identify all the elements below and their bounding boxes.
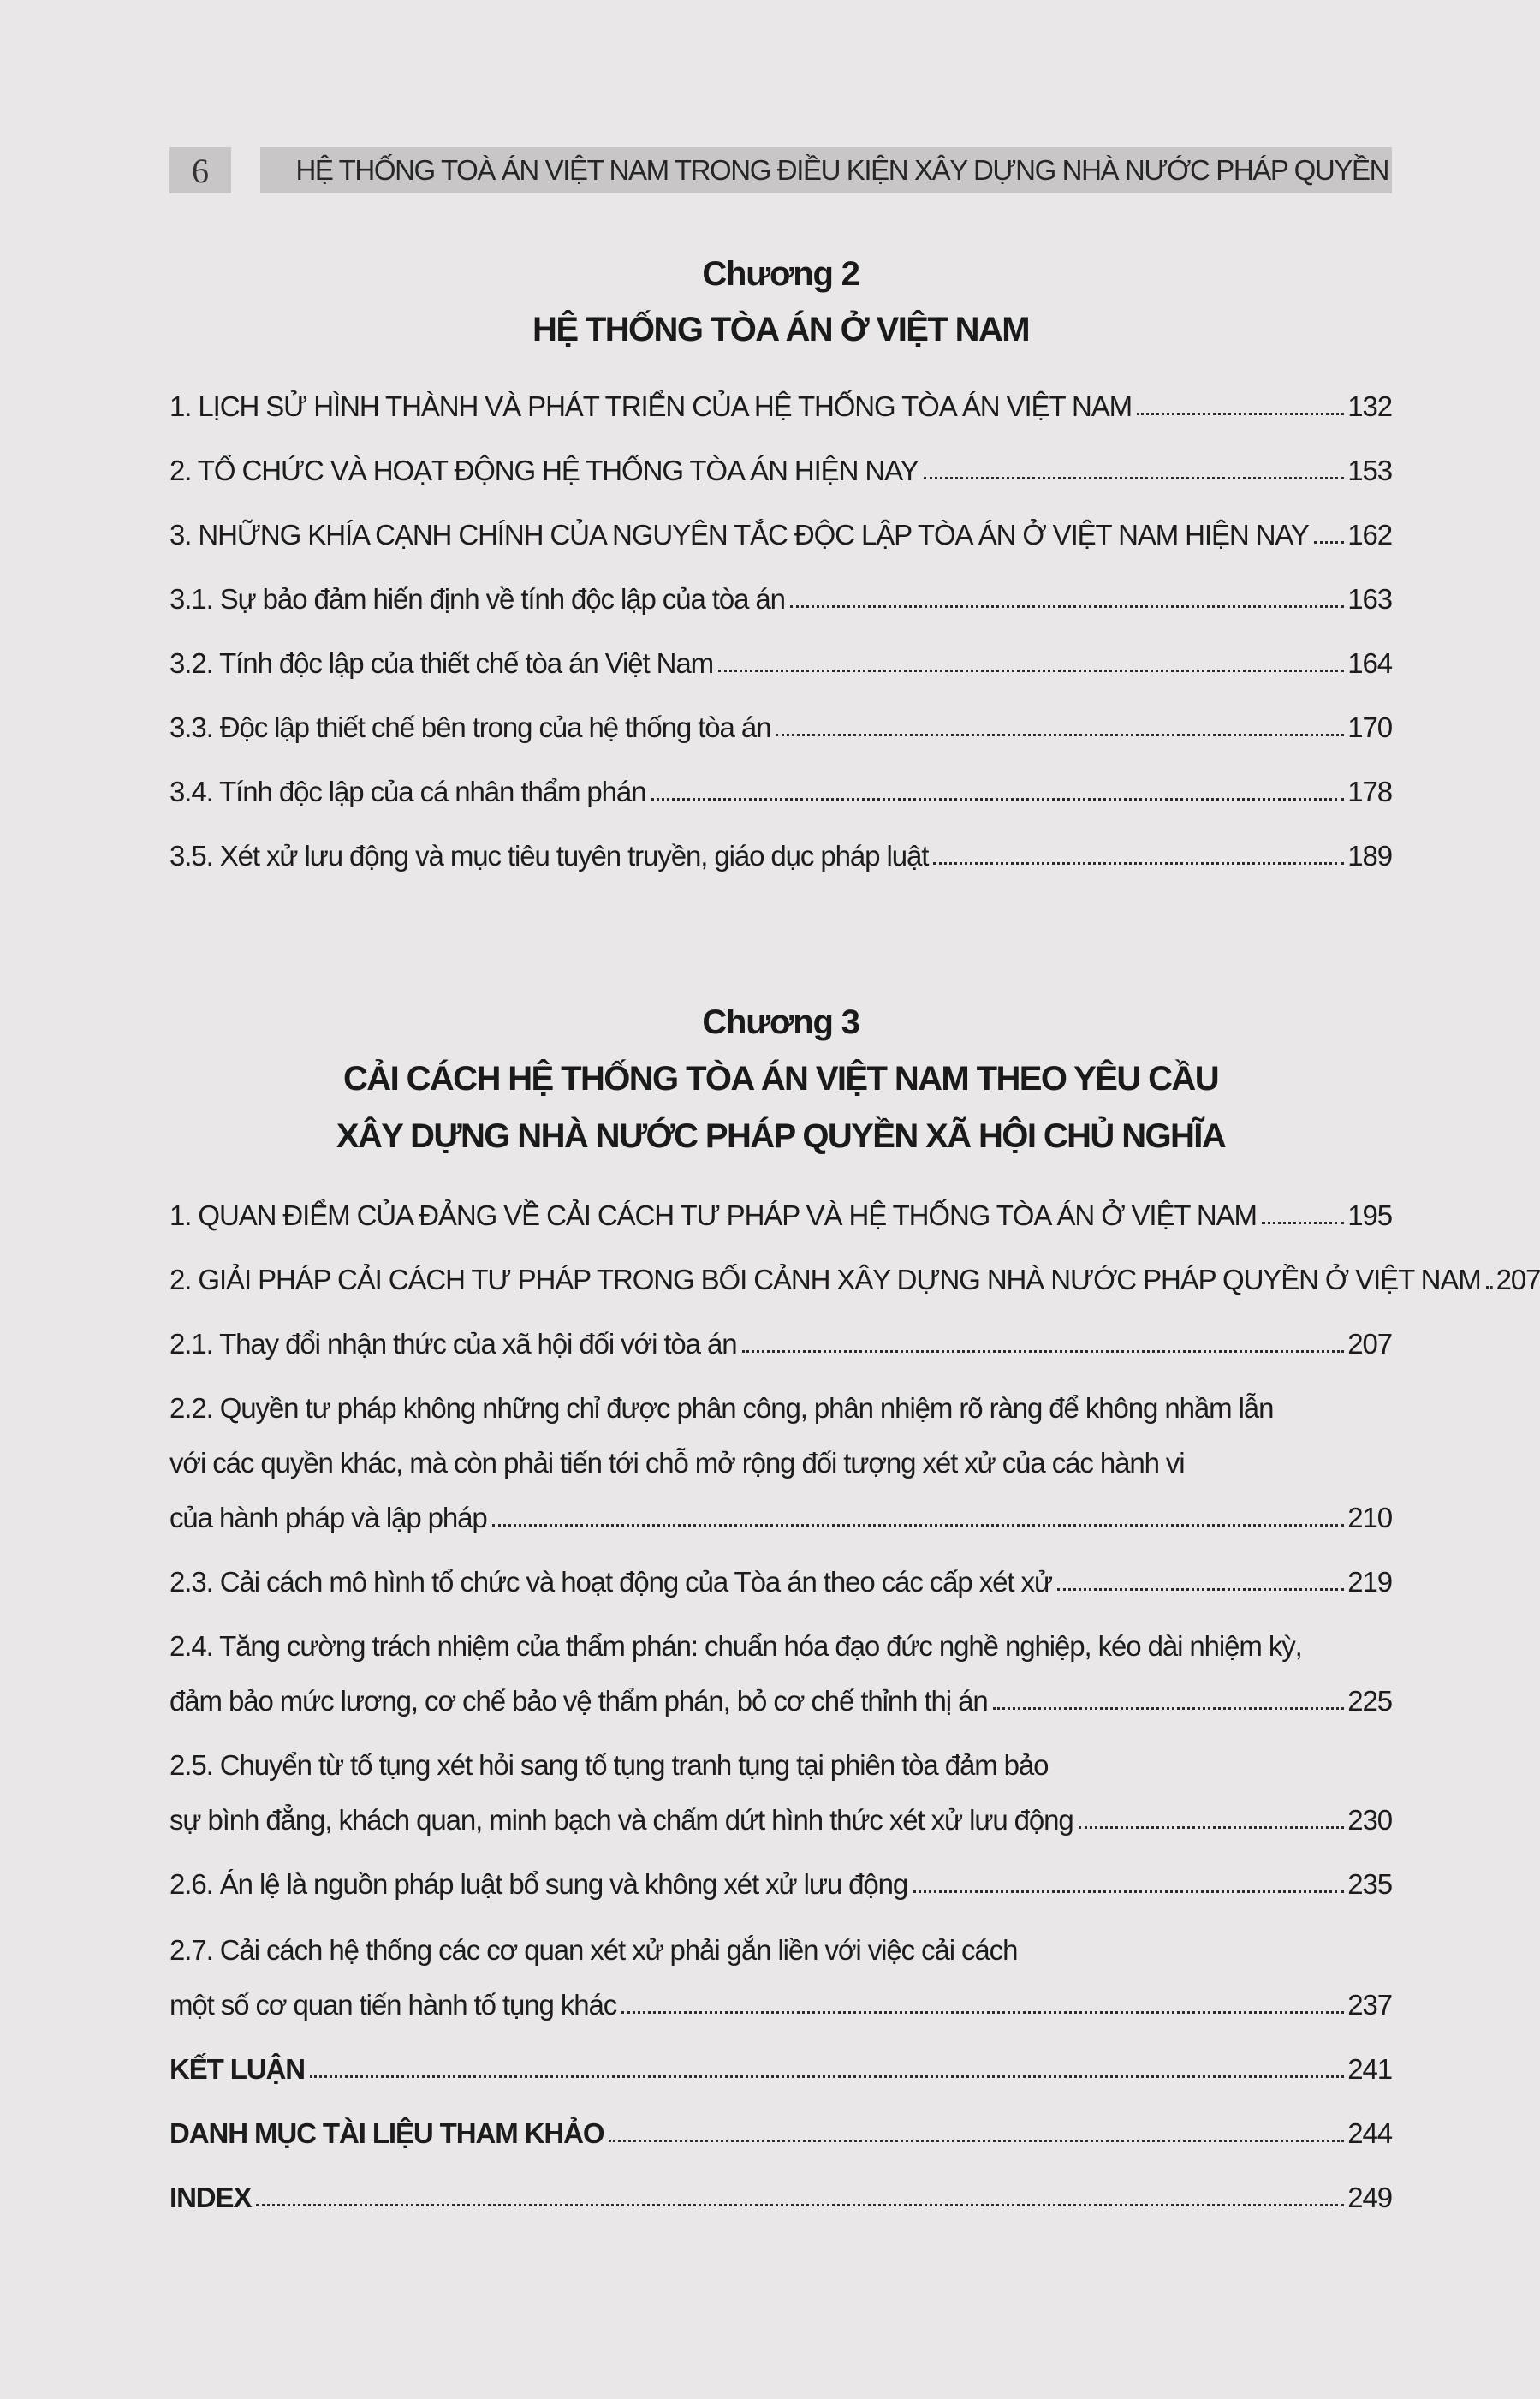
toc-page-number: 225: [1347, 1685, 1392, 1717]
page-number: 6: [169, 147, 231, 193]
toc-page-number: 153: [1347, 455, 1392, 486]
toc-entry-continued: 2.7. Cải cách hệ thống các cơ quan xét xử phải gắn liền với việc cải cách: [169, 1934, 1018, 1966]
toc-entry[interactable]: 2.3. Cải cách mô hình tổ chức và hoạt động của Tòa án theo các cấp xét xử 219: [169, 1566, 1392, 1598]
running-title: HỆ THỐNG TOÀ ÁN VIỆT NAM TRONG ĐIỀU KIỆN XÂY DỰNG NHÀ NƯỚC PHÁP QUYỀN: [260, 147, 1392, 193]
toc-entry-conclusion[interactable]: KẾT LUẬN 241: [169, 2053, 1392, 2085]
toc-entry[interactable]: 2.1. Thay đổi nhận thức của xã hội đối với tòa án 207: [169, 1328, 1392, 1360]
toc-entry[interactable]: của hành pháp và lập pháp 210: [169, 1502, 1392, 1533]
toc-page-number: 189: [1347, 840, 1392, 872]
toc-entry[interactable]: 1. LỊCH SỬ HÌNH THÀNH VÀ PHÁT TRIỂN CỦA HỆ THỐNG TÒA ÁN VIỆT NAM 132: [169, 390, 1392, 422]
toc-page-number: 162: [1347, 519, 1392, 551]
toc-page-number: 170: [1347, 711, 1392, 743]
chapter-3-title-line1: CẢI CÁCH HỆ THỐNG TÒA ÁN VIỆT NAM THEO YÊU CẦU: [343, 1060, 1218, 1098]
toc-entry-continued: 2.4. Tăng cường trách nhiệm của thẩm phán: chuẩn hóa đạo đức nghề nghiệp, kéo dài nhiệm kỳ,: [169, 1630, 1302, 1662]
toc-page-number: 244: [1347, 2117, 1392, 2149]
toc-page-number: 235: [1347, 1868, 1392, 1900]
toc-entry[interactable]: 2. TỔ CHỨC VÀ HOẠT ĐỘNG HỆ THỐNG TÒA ÁN HIỆN NAY 153: [169, 455, 1392, 486]
toc-page-number: 241: [1347, 2053, 1392, 2085]
toc-entry-continued: với các quyền khác, mà còn phải tiến tới chỗ mở rộng đối tượng xét xử của các hành vi: [169, 1447, 1185, 1479]
chapter-3-title-line2: XÂY DỰNG NHÀ NƯỚC PHÁP QUYỀN XÃ HỘI CHỦ NGHĨA: [336, 1117, 1226, 1155]
toc-page-number: 219: [1347, 1566, 1392, 1598]
toc-page-number: 178: [1347, 776, 1392, 807]
toc-entry-continued: 2.2. Quyền tư pháp không những chỉ được phân công, phân nhiệm rõ ràng để không nhầm lẫn: [169, 1392, 1274, 1424]
toc-entry[interactable]: 2.6. Án lệ là nguồn pháp luật bổ sung và không xét xử lưu động 235: [169, 1868, 1392, 1900]
toc-entry[interactable]: 3.1. Sự bảo đảm hiến định về tính độc lập của tòa án 163: [169, 583, 1392, 615]
page-header: [169, 147, 1392, 193]
toc-entry[interactable]: 3. NHỮNG KHÍA CẠNH CHÍNH CỦA NGUYÊN TẮC ĐỘC LẬP TÒA ÁN Ở VIỆT NAM HIỆN NAY 162: [169, 519, 1392, 551]
toc-entry[interactable]: đảm bảo mức lương, cơ chế bảo vệ thẩm phán, bỏ cơ chế thỉnh thị án 225: [169, 1685, 1392, 1717]
chapter-2-label: Chương 2: [702, 255, 859, 293]
toc-page-number: 207: [1495, 1264, 1540, 1295]
chapter-2-title: HỆ THỐNG TÒA ÁN Ở VIỆT NAM: [532, 311, 1029, 348]
chapter-3-label: Chương 3: [702, 1003, 859, 1041]
toc-page-number: 210: [1347, 1502, 1392, 1533]
toc-entry[interactable]: 3.5. Xét xử lưu động và mục tiêu tuyên truyền, giáo dục pháp luật 189: [169, 840, 1392, 872]
toc-page-number: 237: [1347, 1989, 1392, 2021]
toc-entry[interactable]: 2. GIẢI PHÁP CẢI CÁCH TƯ PHÁP TRONG BỐI CẢNH XÂY DỰNG NHÀ NƯỚC PHÁP QUYỀN Ở VIỆT NAM 207: [169, 1264, 1540, 1295]
toc-entry[interactable]: một số cơ quan tiến hành tố tụng khác 237: [169, 1989, 1392, 2021]
toc-entry-continued: 2.5. Chuyển từ tố tụng xét hỏi sang tố tụng tranh tụng tại phiên tòa đảm bảo: [169, 1749, 1049, 1781]
toc-entry[interactable]: sự bình đẳng, khách quan, minh bạch và chấm dứt hình thức xét xử lưu động 230: [169, 1804, 1392, 1836]
toc-page-number: 163: [1347, 583, 1392, 615]
toc-page-number: 195: [1347, 1200, 1392, 1231]
toc-entry[interactable]: 3.4. Tính độc lập của cá nhân thẩm phán 178: [169, 776, 1392, 807]
toc-entry[interactable]: 3.3. Độc lập thiết chế bên trong của hệ thống tòa án 170: [169, 711, 1392, 743]
toc-page-number: 230: [1347, 1804, 1392, 1836]
toc-page-number: 164: [1347, 647, 1392, 679]
toc-page-number: 249: [1347, 2182, 1392, 2213]
toc-page-number: 132: [1347, 390, 1392, 422]
toc-entry-bibliography[interactable]: DANH MỤC TÀI LIỆU THAM KHẢO 244: [169, 2117, 1392, 2149]
toc-entry[interactable]: 3.2. Tính độc lập của thiết chế tòa án Việt Nam 164: [169, 647, 1392, 679]
toc-entry-index[interactable]: INDEX 249: [169, 2182, 1392, 2213]
toc-page-number: 207: [1347, 1328, 1392, 1360]
toc-entry[interactable]: 1. QUAN ĐIỂM CỦA ĐẢNG VỀ CẢI CÁCH TƯ PHÁP VÀ HỆ THỐNG TÒA ÁN Ở VIỆT NAM 195: [169, 1200, 1392, 1231]
